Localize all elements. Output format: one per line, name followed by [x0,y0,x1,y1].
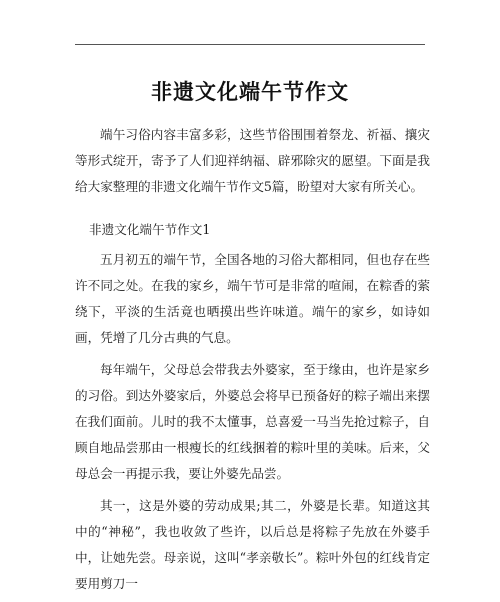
intro-paragraph: 端午习俗内容丰富多彩，这些节俗围围着祭龙、祈福、攘灾等形式绽开，寄予了人们迎祥纳福、辟邪除灾的愿望。下面是我给大家整理的非遗文化端午节作文5篇，盼望对大家有所关心。 [75,127,430,195]
section-heading: 非遗文化端午节作文1 [89,221,211,237]
body-paragraph-2: 每年端午，父母总会带我去外婆家，至于缘由，也许是家乡的习俗。到达外婆家后，外婆总会将早已预备好的粽子端出来摆在我们面前。儿时的我不太懂事，总喜爱一马当先抢过粽子，自顾自地品尝那由一根瘦长的红线捆着的粽叶里的美味。后来，父母总会一再提示我，要让外婆先品尝。 [75,361,430,482]
body-paragraph-3: 其一，这是外婆的劳动成果;其二，外婆是长辈。知道这其中的“神秘”，我也收敛了些许，以后总是将粽子先放在外婆手中，让她先尝。母亲说，这叫“孝亲敬长”。粽叶外包的红线肯定要用剪刀一 [75,497,430,592]
document-body [75,122,430,602]
body-paragraph-1: 五月初五的端午节，全国各地的习俗大都相同，但也存在些许不同之处。在我的家乡，端午节可是非常的喧闹，在粽香的萦绕下，平淡的生活竟也晒摸出些许味道。端午的家乡，如诗如画，凭增了几分古典的气息。 [75,251,430,346]
header-divider [75,44,425,45]
document-title: 非遗文化端午节作文 [151,79,349,104]
